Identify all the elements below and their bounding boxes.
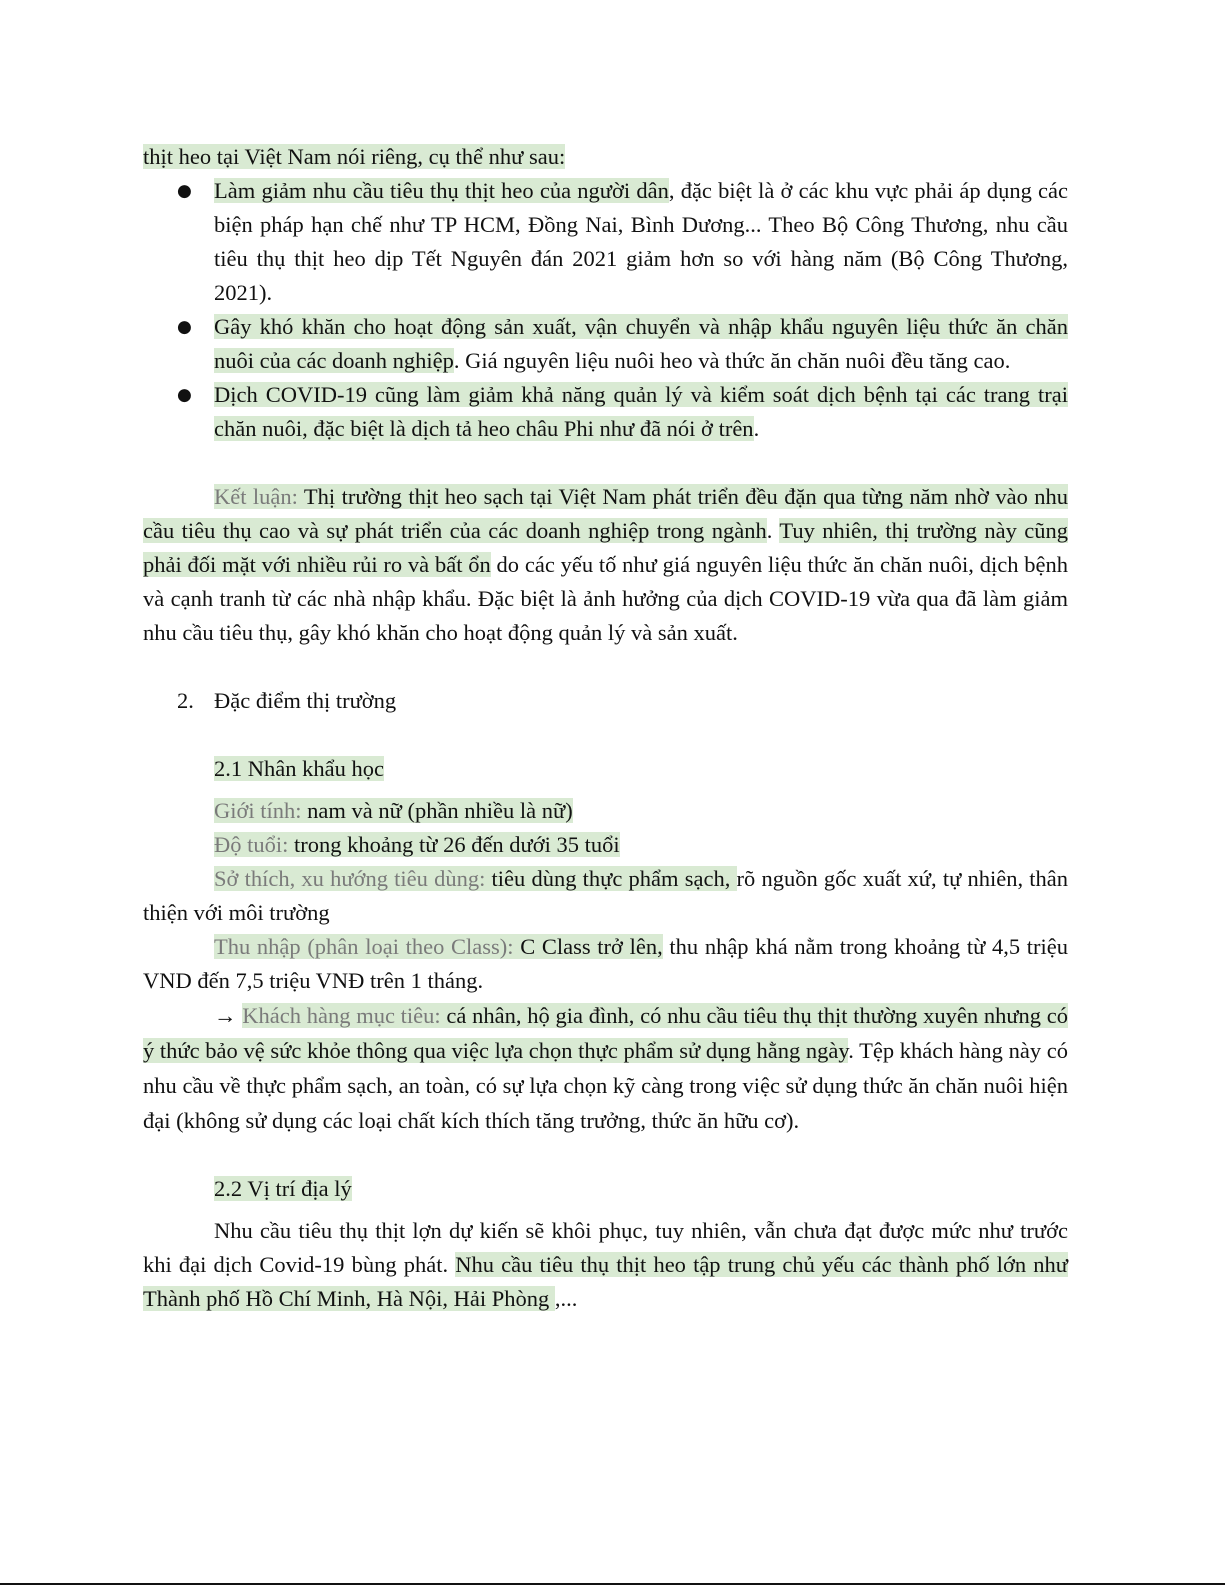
subsection-heading-2-1	[143, 752, 1068, 786]
conclusion-highlight: Thị trường thịt heo sạch tại Việt Nam phát triển đều đặn qua từng năm nhờ vào nhu cầu tiêu thụ cao và sự phát triển của các doanh nghiệp trong ngành	[143, 484, 1068, 543]
conclusion-text: do các yếu tố như giá nguyên liệu thức ăn chăn nuôi, dịch bệnh và cạnh tranh từ các nhà nhập khẩu. Đặc biệt là ảnh hưởng của dịch COVID-19 vừa qua đã làm giảm nhu cầu tiêu thụ, gây khó khăn cho hoạt động quản lý và sản xuất.	[143, 552, 1068, 645]
age-value: trong khoảng từ 26 đến dưới 35 tuổi	[288, 832, 620, 857]
conclusion-mid: .	[766, 518, 780, 543]
hobby-label: Sở thích, xu hướng tiêu dùng:	[214, 866, 486, 891]
income-text: thu nhập khá nằm trong khoảng từ 4,5 triệu VND đến 7,5 triệu VNĐ trên 1 tháng.	[143, 934, 1068, 993]
section-number: 2.	[177, 688, 194, 713]
arrow-icon: →	[214, 1003, 243, 1028]
subsection-title: 2.2 Vị trí địa lý	[214, 1176, 352, 1201]
bullet-text: , đặc biệt là ở các khu vực phải áp dụng các biện pháp hạn chế như TP HCM, Đồng Nai, Bình Dương... Theo Bộ Công Thương, nhu cầu tiêu thụ thịt heo dịp Tết Nguyên đán 2021 giảm hơn so với hàng năm (Bộ Công Thương, 2021).	[214, 178, 1068, 305]
gender-label: Giới tính:	[214, 798, 302, 823]
spacer	[143, 1138, 1068, 1172]
hobby-value: tiêu dùng thực phẩm sạch,	[485, 866, 737, 891]
section-title: Đặc điểm thị trường	[214, 688, 397, 713]
subsection-title: 2.1 Nhân khẩu học	[214, 756, 384, 781]
section-heading-2	[143, 684, 1068, 718]
impact-bullet-list	[143, 174, 1068, 446]
hobby-text: rõ nguồn gốc xuất xứ, tự nhiên, thân thiện với môi trường	[143, 866, 1069, 925]
bullet-text: .	[753, 416, 760, 441]
hobby-line	[143, 862, 1068, 930]
subsection-heading-2-2	[143, 1172, 1068, 1206]
location-rest: ,...	[554, 1286, 578, 1311]
location-paragraph	[143, 1214, 1068, 1316]
age-line	[143, 828, 1068, 862]
conclusion-highlight-2: Tuy nhiên, thị trường này cũng phải đối mặt với nhiều rủi ro và bất ổn	[143, 518, 1068, 577]
target-paragraph	[143, 998, 1068, 1138]
location-text: Nhu cầu tiêu thụ thịt lợn dự kiến sẽ khôi phục, tuy nhiên, vẫn chưa đạt được mức như trước khi đại dịch Covid-19 bùng phát.	[143, 1218, 1068, 1277]
income-line	[143, 930, 1068, 998]
intro-line	[143, 140, 1068, 174]
list-item	[143, 174, 1068, 310]
spacer	[143, 1206, 1068, 1214]
target-value: cá nhân, hộ gia đình, có nhu cầu tiêu thụ thịt thường xuyên nhưng có ý thức bảo vệ sức khỏe thông qua việc lựa chọn thực phẩm sử dụng hằng ngày	[143, 1003, 1069, 1063]
income-value: C Class trở lên,	[513, 934, 663, 959]
bullet-highlight: Dịch COVID-19 cũng làm giảm khả năng quản lý và kiểm soát dịch bệnh tại các trang trại chăn nuôi, đặc biệt là dịch tả heo châu Phi như đã nói ở trên	[214, 382, 1068, 441]
location-highlight: Nhu cầu tiêu thụ thịt heo tập trung chủ yếu các thành phố lớn như Thành phố Hồ Chí Minh, Hà Nội, Hải Phòng	[143, 1252, 1069, 1311]
intro-highlight: thịt heo tại Việt Nam nói riêng, cụ thể như sau:	[143, 144, 566, 169]
conclusion-label: Kết luận:	[214, 484, 298, 509]
target-text: . Tệp khách hàng này có nhu cầu về thực phẩm sạch, an toàn, có sự lựa chọn kỹ càng trong việc sử dụng thức ăn chăn nuôi hiện đại (không sử dụng các loại chất kích thích tăng trưởng, thức ăn hữu cơ).	[143, 1038, 1068, 1133]
spacer	[143, 786, 1068, 794]
spacer	[143, 446, 1068, 480]
bullet-highlight: Gây khó khăn cho hoạt động sản xuất, vận chuyển và nhập khẩu nguyên liệu thức ăn chăn nuôi của các doanh nghiệp	[214, 314, 1068, 373]
income-label: Thu nhập (phân loại theo Class):	[214, 934, 514, 959]
list-item	[143, 378, 1068, 446]
age-label: Độ tuổi:	[214, 832, 289, 857]
gender-line	[143, 794, 1068, 828]
spacer	[143, 718, 1068, 752]
conclusion-paragraph	[143, 480, 1068, 650]
bullet-text: . Giá nguyên liệu nuôi heo và thức ăn chăn nuôi đều tăng cao.	[453, 348, 1011, 373]
gender-value: nam và nữ (phần nhiều là nữ)	[301, 798, 573, 823]
spacer	[143, 650, 1068, 684]
bullet-highlight: Làm giảm nhu cầu tiêu thụ thịt heo của người dân	[214, 178, 669, 203]
document-page	[143, 140, 1068, 1316]
list-item	[143, 310, 1068, 378]
target-label: Khách hàng mục tiêu:	[242, 1003, 441, 1028]
